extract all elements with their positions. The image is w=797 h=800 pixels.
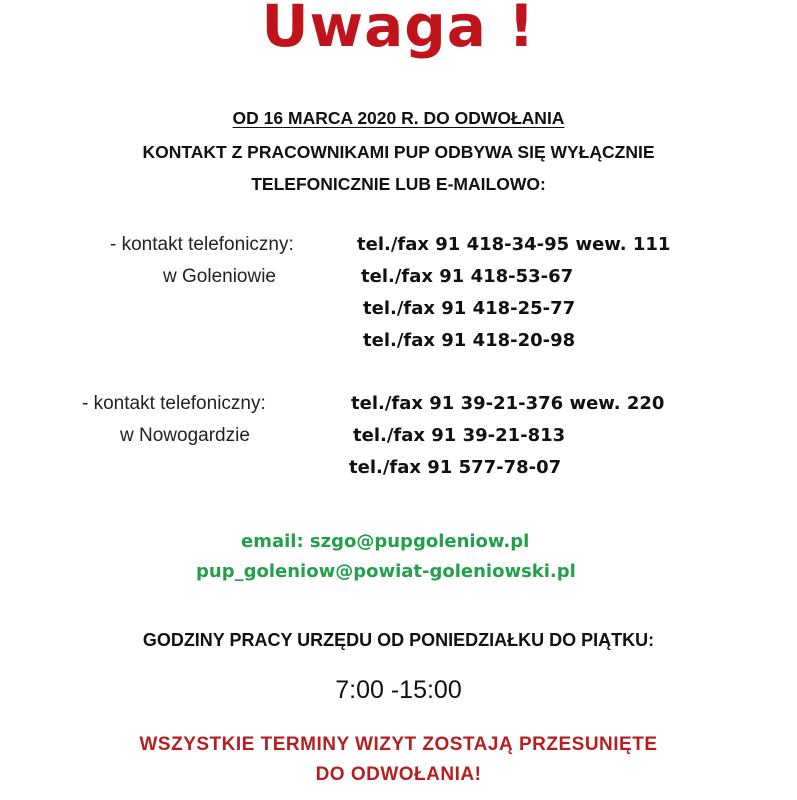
goleniow-phone-1: tel./fax 91 418-34-95 wew. 111 bbox=[357, 234, 671, 255]
goleniow-location-label: w Goleniowie bbox=[163, 266, 276, 287]
email-address-1[interactable]: email: szgo@pupgoleniow.pl bbox=[241, 531, 530, 552]
goleniow-phone-4: tel./fax 91 418-20-98 bbox=[363, 330, 576, 351]
email-address-2[interactable]: pup_goleniow@powiat-goleniowski.pl bbox=[196, 561, 576, 582]
postponement-warning-line-1: WSZYSTKIE TERMINY WIZYT ZOSTAJĄ PRZESUNIĘTE bbox=[139, 734, 658, 755]
nowogard-location-label: w Nowogardzie bbox=[120, 425, 250, 446]
contact-notice-line-1: KONTAKT Z PRACOWNIKAMI PUP ODBYWA SIĘ WYŁĄCZNIE bbox=[142, 142, 655, 162]
page-title: Uwaga ! bbox=[261, 0, 536, 60]
office-hours-value: 7:00 -15:00 bbox=[335, 676, 462, 704]
contact-notice-line-2: TELEFONICZNIE LUB E-MAILOWO: bbox=[251, 174, 546, 194]
goleniow-phone-2: tel./fax 91 418-53-67 bbox=[361, 266, 574, 287]
date-notice: OD 16 MARCA 2020 R. DO ODWOŁANIA bbox=[232, 108, 565, 128]
nowogard-phone-2: tel./fax 91 39-21-813 bbox=[353, 425, 566, 446]
office-hours-heading: GODZINY PRACY URZĘDU OD PONIEDZIAŁKU DO PIĄTKU: bbox=[142, 630, 655, 650]
goleniow-contact-label: - kontakt telefoniczny: bbox=[110, 234, 294, 255]
goleniow-phone-3: tel./fax 91 418-25-77 bbox=[363, 298, 576, 319]
nowogard-phone-1: tel./fax 91 39-21-376 wew. 220 bbox=[351, 393, 665, 414]
postponement-warning-line-2: DO ODWOŁANIA! bbox=[315, 764, 482, 785]
nowogard-contact-label: - kontakt telefoniczny: bbox=[82, 393, 266, 414]
nowogard-phone-3: tel./fax 91 577-78-07 bbox=[349, 457, 562, 478]
